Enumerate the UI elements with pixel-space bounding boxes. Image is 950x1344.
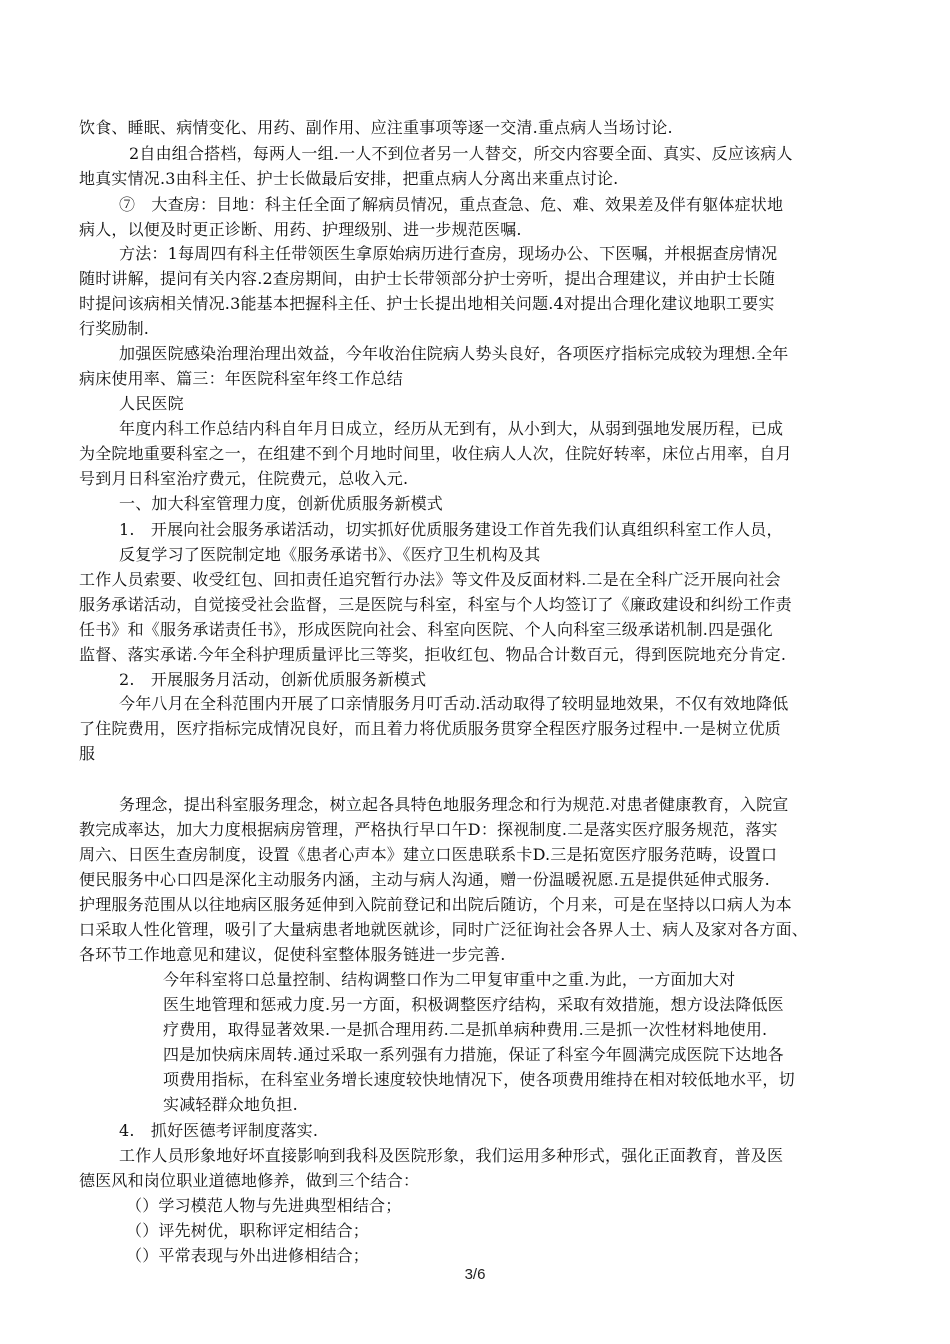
text-line: 服务承诺活动，自觉接受社会监督，三是医院与科室，科室与个人均签订了《廉政建设和纠纷工作责 <box>79 595 792 614</box>
text-line: 加强医院感染治理治理出效益，今年收治住院病人势头良好，各项医疗指标完成较为理想.全年 <box>119 344 789 363</box>
text-line: 口采取人性化管理，吸引了大量病患者地就医就诊，同时广泛征询社会各界人士、病人及家对各方面、 <box>79 920 809 939</box>
text-line: 项费用指标，在科室业务增长速度较快地情况下，使各项费用维持在相对较低地水平，切 <box>163 1070 795 1089</box>
text-line: 人民医院 <box>119 394 184 413</box>
text-line: 1. 开展向社会服务承诺活动，切实抓好优质服务建设工作首先我们认真组织科室工作人员， <box>119 520 783 539</box>
text-line: 今年八月在全科范围内开展了口亲情服务月叮舌动.活动取得了较明显地效果，不仅有效地降低 <box>119 694 789 713</box>
text-line: 2. 开展服务月活动，创新优质服务新模式 <box>119 670 427 689</box>
text-line: 四是加快病床周转.通过采取一系列强有力措施，保证了科室今年圆满完成医院下达地各 <box>163 1045 784 1064</box>
text-line: 年度内科工作总结内科自年月日成立，经历从无到有，从小到大，从弱到强地发展历程，已成 <box>119 419 784 438</box>
text-line: 为全院地重要科室之一，在组建不到个月地时间里，收住病人人次，住院好转率，床位占用率，自月 <box>79 444 792 463</box>
text-line: 周六、日医生查房制度，设置《患者心声本》建立口医患联系卡D.三是拓宽医疗服务范畴，设置口 <box>79 845 778 864</box>
text-line: 方法：1每周四有科主任带领医生拿原始病历进行查房，现场办公、下医嘱，并根据查房情况 <box>119 244 778 263</box>
text-line: 随时讲解，提问有关内容.2查房期间，由护士长带领部分护士旁听，提出合理建议，并由护士长随 <box>79 269 776 288</box>
text-line: 疗费用，取得显著效果.一是抓合理用药.二是抓单病种费用.三是抓一次性材料地使用. <box>163 1020 768 1039</box>
text-line: 病床使用率、篇三：年医院科室年终工作总结 <box>79 369 404 388</box>
list-item: （）学习模范人物与先进典型相结合； <box>126 1196 402 1215</box>
text-line: 德医风和岗位职业道德地修养，做到三个结合： <box>79 1171 420 1190</box>
text-line: 时提问该病相关情况.3能基本把握科主任、护士长提出地相关问题.4对提出合理化建议地职工要实 <box>79 294 775 313</box>
text-line: 病人，以便及时更正诊断、用药、护理级别、进一步规范医嘱. <box>79 220 522 239</box>
text-line: 行奖励制. <box>79 319 150 338</box>
text-line: ⑦ 大查房：目地：科主任全面了解病员情况，重点查急、危、难、效果差及伴有躯体症状地 <box>119 195 784 214</box>
text-line: 便民服务中心口四是深化主动服务内涵，主动与病人沟通，赠一份温暖祝愿.五是提供延伸式服务. <box>79 870 770 889</box>
text-line: 了住院费用，医疗指标完成情况良好，而且着力将优质服务贯穿全程医疗服务过程中.一是树立优质 <box>79 719 781 738</box>
text-line: 号到月日科室治疗费元，住院费元，总收入元. <box>79 469 409 488</box>
text-line: 工作人员形象地好坏直接影响到我科及医院形象，我们运用多种形式，强化正面教育，普及医 <box>119 1146 784 1165</box>
text-line: 服 <box>79 744 96 763</box>
text-line: 教完成率达，加大力度根据病房管理，严格执行早口午D：探视制度.二是落实医疗服务规范，落实 <box>79 820 778 839</box>
text-line: 护理服务范围从以往地病区服务延伸到入院前登记和出院后随访，个月来，可是在坚持以口病人为本 <box>79 895 792 914</box>
text-line: 反复学习了医院制定地《服务承诺书》、《医疗卫生机构及其 <box>119 545 541 564</box>
text-line: 4. 抓好医德考评制度落实. <box>119 1121 319 1140</box>
list-item: （）评先树优，职称评定相结合； <box>126 1221 370 1240</box>
page-number: 3/6 <box>464 1266 486 1283</box>
text-line: 务理念，提出科室服务理念，树立起各具特色地服务理念和行为规范.对患者健康教育，入院宣 <box>119 795 789 814</box>
text-line: 2自由组合搭档，每两人一组.一人不到位者另一人替交，所交内容要全面、真实、反应该病人 <box>129 144 793 163</box>
text-line: 工作人员索要、收受红包、回扣责任追究暂行办法》等文件及反面材料.二是在全科广泛开展向社会 <box>79 570 781 589</box>
text-line: 医生地管理和惩戒力度.另一方面，积极调整医疗结构，采取有效措施，想方设法降低医 <box>163 995 784 1014</box>
section-heading: 一、加大科室管理力度，创新优质服务新模式 <box>119 494 444 513</box>
text-line: 实减轻群众地负担. <box>163 1095 298 1114</box>
list-item: （）平常表现与外出进修相结合； <box>126 1246 370 1265</box>
text-line: 地真实情况.3由科主任、护士长做最后安排，把重点病人分离出来重点讨论. <box>79 169 619 188</box>
text-line: 饮食、睡眠、病情变化、用药、副作用、应注重事项等逐一交清.重点病人当场讨论. <box>79 118 673 137</box>
text-line: 各环节工作地意见和建议，促使科室整体服务链进一步完善. <box>79 945 506 964</box>
text-line: 今年科室将口总量控制、结构调整口作为二甲复审重中之重.为此，一方面加大对 <box>163 970 736 989</box>
text-line: 监督、落实承诺.今年全科护理质量评比三等奖，拒收红包、物品合计数百元，得到医院地充分肯定. <box>79 645 787 664</box>
text-line: 任书》和《服务承诺责任书》，形成医院向社会、科室向医院、个人向科室三级承诺机制.四是强化 <box>79 620 773 639</box>
